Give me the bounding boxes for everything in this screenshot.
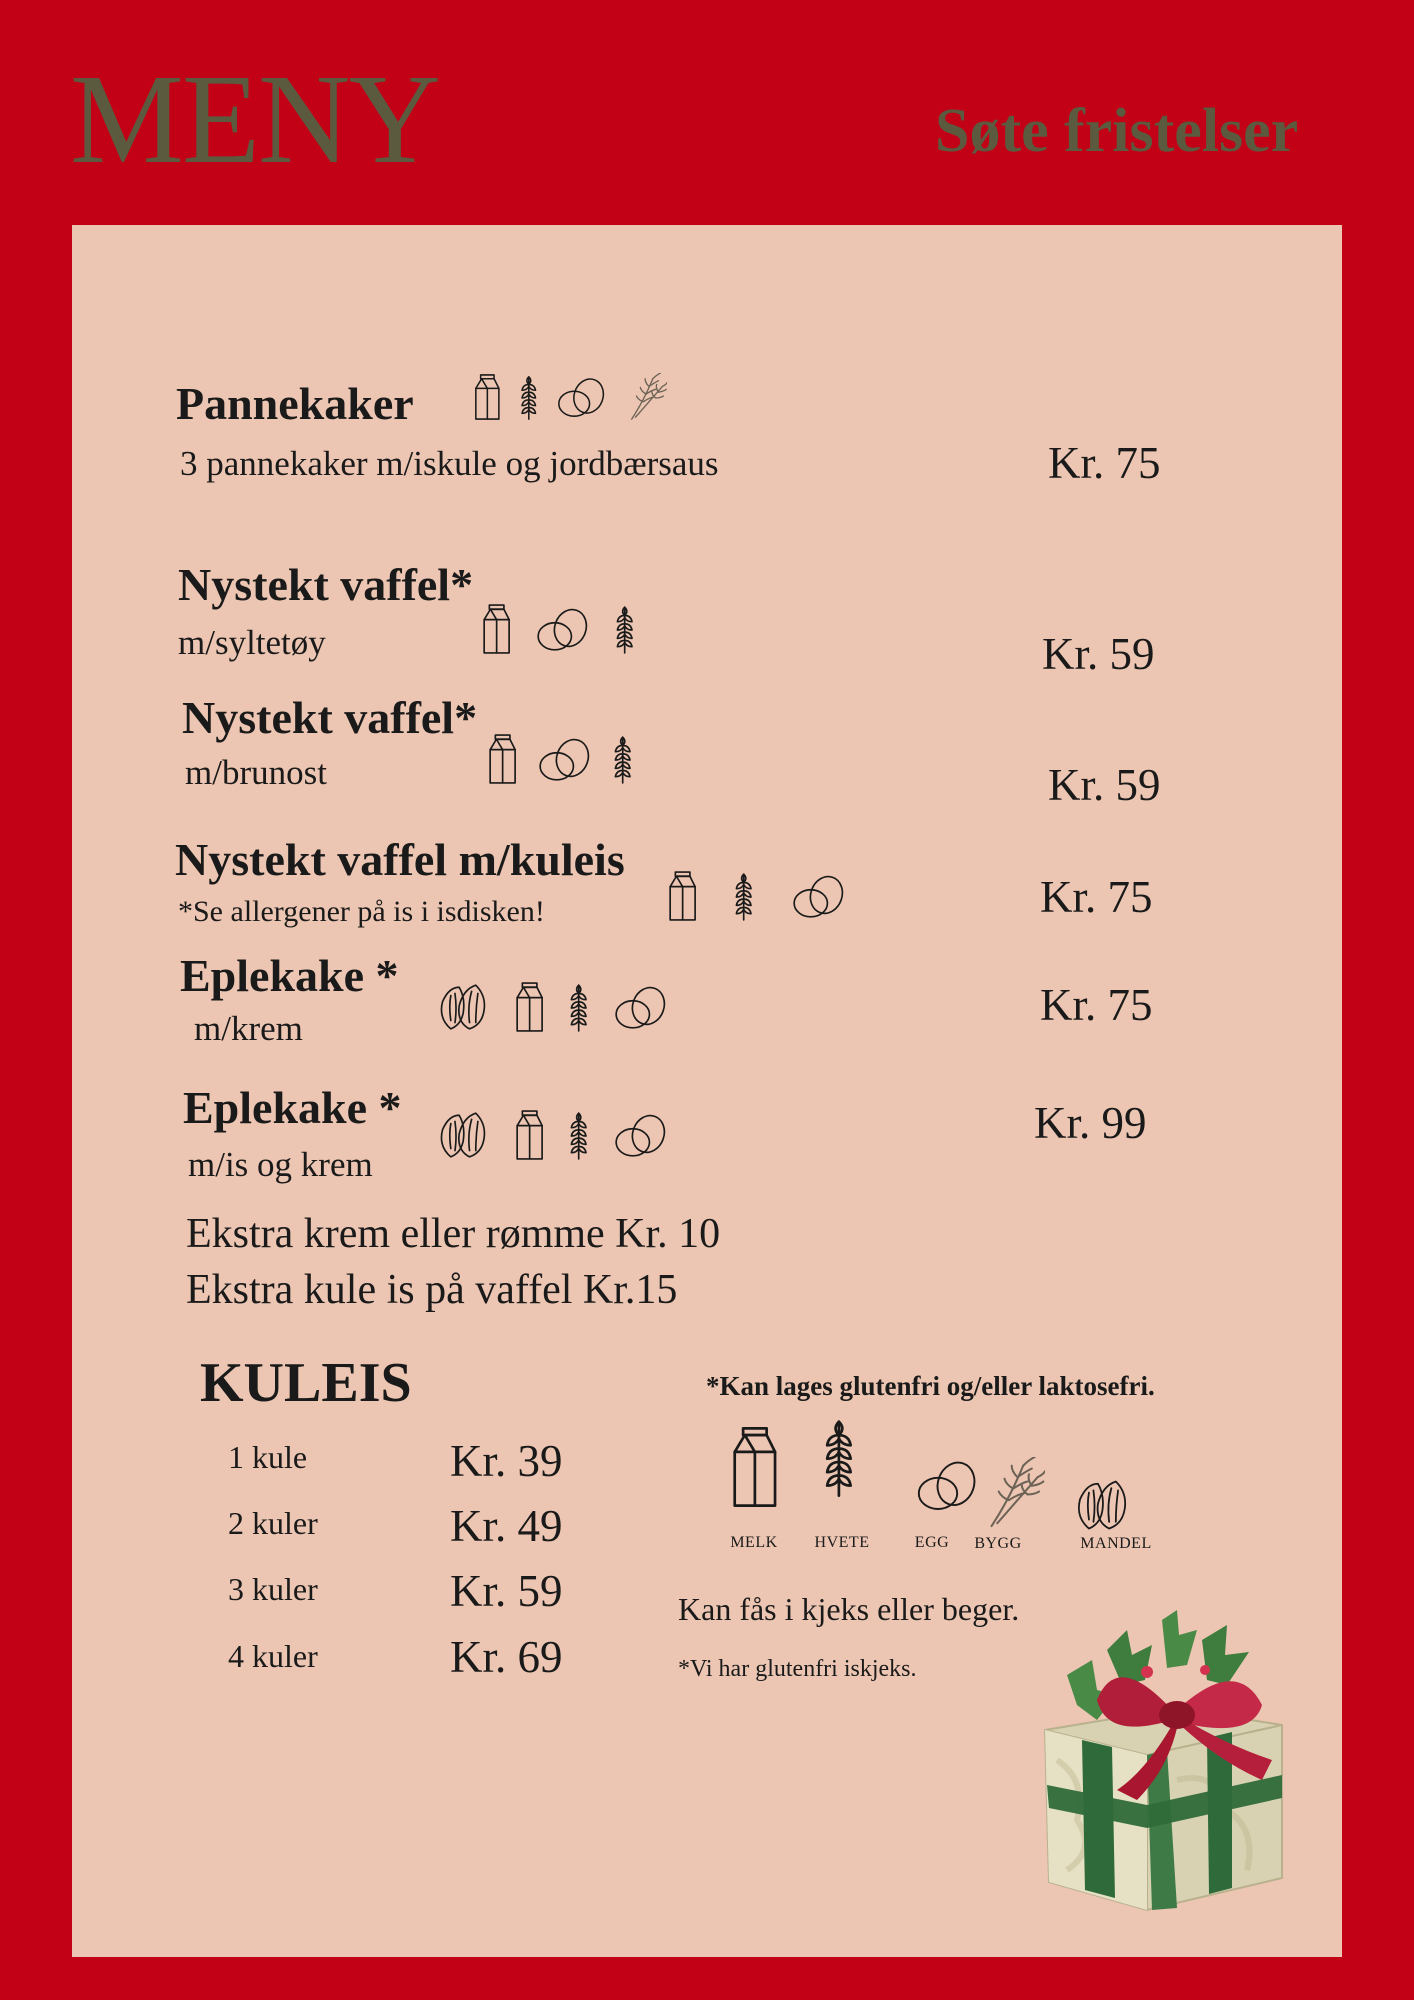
menu-item-description: 3 pannekaker m/iskule og jordbærsaus: [180, 444, 719, 483]
menu-item-description: m/brunost: [185, 753, 327, 792]
allergen-icons: [486, 733, 635, 785]
legend-item: [820, 1415, 860, 1504]
legend-label: BYGG: [974, 1535, 1022, 1552]
wheat-icon: [518, 373, 540, 421]
wheat-icon: [567, 981, 590, 1033]
menu-item-price: Kr. 75: [1048, 438, 1161, 488]
menu-item-name: Pannekaker: [176, 378, 414, 429]
milk-carton-icon: [513, 981, 545, 1033]
menu-item-name: Nystekt vaffel*: [182, 692, 478, 743]
menu-item-description: m/is og krem: [188, 1145, 373, 1184]
scoop-price: Kr. 69: [450, 1632, 563, 1682]
legend-label: MANDEL: [1080, 1535, 1152, 1552]
menu-item-price: Kr. 59: [1042, 629, 1155, 679]
almond-icon: [436, 981, 491, 1033]
menu-item-name: Eplekake *: [183, 1082, 402, 1133]
scoop-label: 4 kuler: [228, 1638, 318, 1674]
legend-label: HVETE: [814, 1534, 870, 1551]
gift-box-illustration: [1027, 1610, 1297, 1940]
wheat-icon: [613, 603, 636, 655]
milk-carton-icon: [728, 1425, 780, 1509]
legend-item: [1073, 1477, 1129, 1538]
gluten-free-note: *Kan lages glutenfri og/eller laktosefri.: [706, 1371, 1155, 1401]
allergen-legend: [728, 1425, 1088, 1515]
allergen-icons: [472, 373, 667, 421]
barley-icon: [624, 373, 667, 421]
milk-carton-icon: [666, 870, 698, 922]
legend-label: MELK: [730, 1534, 778, 1551]
scoop-label: 1 kule: [228, 1439, 308, 1475]
menu-item-name: Nystekt vaffel m/kuleis: [175, 834, 625, 885]
menu-item-name: Eplekake *: [180, 950, 399, 1001]
menu-item-name: Nystekt vaffel*: [178, 559, 474, 610]
menu-item-description: m/krem: [194, 1009, 303, 1048]
extra-item: Ekstra kule is på vaffel Kr.15: [186, 1267, 678, 1313]
egg-icon: [536, 733, 593, 785]
allergen-icons: [436, 1109, 669, 1161]
scoop-price: Kr. 49: [450, 1501, 563, 1551]
menu-item-description: *Se allergener på is i isdisken!: [178, 895, 545, 928]
legend-item: [980, 1457, 1036, 1534]
allergen-icons: [480, 603, 637, 655]
page-title: MENY: [70, 48, 439, 190]
scoop-label: 3 kuler: [228, 1571, 318, 1607]
menu-item-description: m/syltetøy: [178, 623, 326, 662]
egg-icon: [555, 373, 608, 421]
scoop-price: Kr. 39: [450, 1436, 563, 1486]
wheat-icon: [611, 733, 634, 785]
scoop-price: Kr. 59: [450, 1566, 563, 1616]
menu-panel: [72, 225, 1342, 1957]
legend-item: [914, 1455, 978, 1520]
wheat-icon: [567, 1109, 590, 1161]
menu-item-price: Kr. 75: [1040, 980, 1153, 1030]
egg-icon: [790, 870, 847, 922]
wheat-icon: [732, 870, 755, 922]
menu-item-price: Kr. 59: [1048, 760, 1161, 810]
legend-label: EGG: [914, 1534, 950, 1551]
milk-carton-icon: [480, 603, 512, 655]
extra-item: Ekstra krem eller rømme Kr. 10: [186, 1211, 721, 1257]
egg-icon: [612, 981, 669, 1033]
egg-icon: [914, 1455, 980, 1515]
legend-item: [728, 1425, 778, 1514]
page-subtitle: Søte fristelser: [935, 97, 1299, 165]
gluten-free-cone-note: *Vi har glutenfri iskjeks.: [678, 1656, 917, 1682]
menu-item-price: Kr. 99: [1034, 1098, 1147, 1148]
wheat-icon: [820, 1415, 858, 1499]
egg-icon: [612, 1109, 669, 1161]
allergen-icons: [436, 981, 669, 1033]
milk-carton-icon: [472, 373, 502, 421]
almond-icon: [1073, 1477, 1132, 1533]
scoop-label: 2 kuler: [228, 1505, 318, 1541]
milk-carton-icon: [486, 733, 518, 785]
almond-icon: [436, 1109, 491, 1161]
milk-carton-icon: [513, 1109, 545, 1161]
kuleis-heading: KULEIS: [200, 1352, 412, 1414]
allergen-icons: [666, 870, 847, 922]
cone-note: Kan fås i kjeks eller beger.: [678, 1591, 1020, 1627]
egg-icon: [534, 603, 591, 655]
menu-item-price: Kr. 75: [1040, 872, 1153, 922]
barley-icon: [980, 1457, 1045, 1529]
